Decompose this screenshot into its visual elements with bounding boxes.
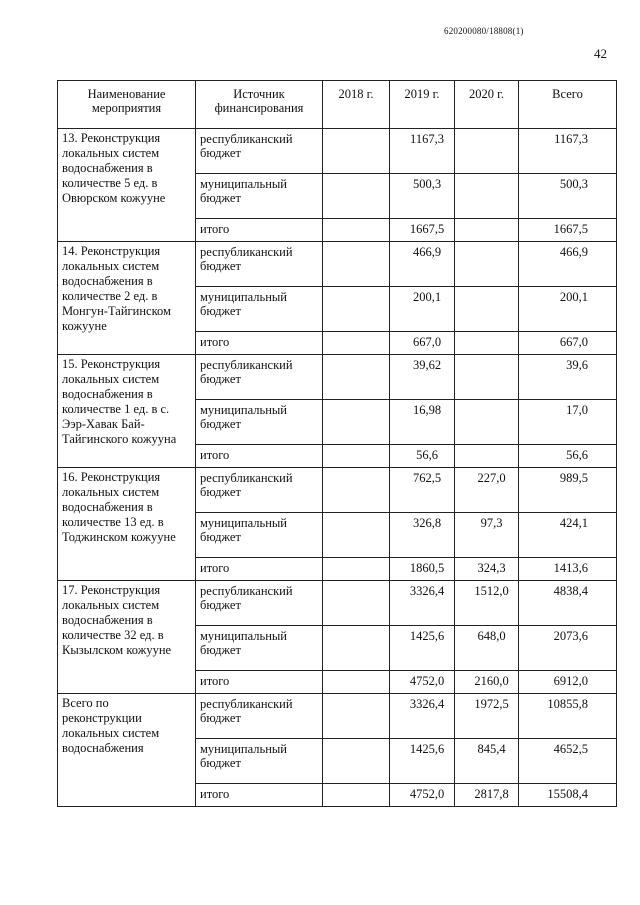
source-cell: республиканский бюджет	[196, 581, 323, 626]
table-row	[58, 581, 617, 626]
value-2019-cell: 667,0	[390, 332, 455, 355]
total-cell: 424,1	[519, 513, 617, 558]
value-2018-cell	[323, 219, 390, 242]
table-row	[58, 694, 617, 739]
total-cell: 667,0	[519, 332, 617, 355]
value-2020-cell	[455, 242, 519, 287]
financing-table	[57, 80, 617, 807]
measure-name-cell: 16. Реконструкция локальных систем водоснабжения в количестве 13 ед. в Тоджинском кожууне	[58, 468, 196, 581]
total-cell: 39,6	[519, 355, 617, 400]
value-2018-cell	[323, 739, 390, 784]
total-cell: 10855,8	[519, 694, 617, 739]
value-2019-cell: 762,5	[390, 468, 455, 513]
total-cell: 15508,4	[519, 784, 617, 807]
total-cell: 2073,6	[519, 626, 617, 671]
value-2019-cell: 200,1	[390, 287, 455, 332]
value-2020-cell: 1972,5	[455, 694, 519, 739]
value-2018-cell	[323, 694, 390, 739]
source-cell: республиканский бюджет	[196, 129, 323, 174]
source-cell: итого	[196, 219, 323, 242]
column-header-2020: 2020 г.	[455, 81, 519, 129]
value-2020-cell	[455, 129, 519, 174]
value-2019-cell: 326,8	[390, 513, 455, 558]
value-2020-cell	[455, 219, 519, 242]
value-2020-cell: 2160,0	[455, 671, 519, 694]
value-2019-cell: 4752,0	[390, 784, 455, 807]
total-cell: 17,0	[519, 400, 617, 445]
source-cell: итого	[196, 332, 323, 355]
value-2018-cell	[323, 355, 390, 400]
source-cell: итого	[196, 671, 323, 694]
value-2018-cell	[323, 784, 390, 807]
value-2019-cell: 1425,6	[390, 739, 455, 784]
source-cell: итого	[196, 558, 323, 581]
value-2019-cell: 500,3	[390, 174, 455, 219]
value-2020-cell: 227,0	[455, 468, 519, 513]
value-2020-cell: 1512,0	[455, 581, 519, 626]
source-cell: муниципальный бюджет	[196, 626, 323, 671]
table-row	[58, 355, 617, 400]
page-number: 42	[594, 46, 607, 61]
table-row	[58, 242, 617, 287]
measure-name-cell: 13. Реконструкция локальных систем водоснабжения в количестве 5 ед. в Овюрском кожууне	[58, 129, 196, 242]
column-header-source: Источник финансирования	[196, 81, 323, 129]
value-2019-cell: 39,62	[390, 355, 455, 400]
total-cell: 466,9	[519, 242, 617, 287]
source-cell: муниципальный бюджет	[196, 739, 323, 784]
value-2019-cell: 4752,0	[390, 671, 455, 694]
value-2018-cell	[323, 287, 390, 332]
source-cell: итого	[196, 445, 323, 468]
value-2018-cell	[323, 129, 390, 174]
value-2019-cell: 466,9	[390, 242, 455, 287]
value-2020-cell	[455, 174, 519, 219]
value-2020-cell	[455, 355, 519, 400]
value-2020-cell	[455, 287, 519, 332]
value-2019-cell: 16,98	[390, 400, 455, 445]
value-2020-cell: 2817,8	[455, 784, 519, 807]
value-2020-cell	[455, 445, 519, 468]
column-header-total: Всего	[519, 81, 617, 129]
value-2020-cell	[455, 332, 519, 355]
value-2018-cell	[323, 581, 390, 626]
value-2020-cell: 97,3	[455, 513, 519, 558]
table-body	[58, 129, 617, 807]
column-header-2018: 2018 г.	[323, 81, 390, 129]
source-cell: республиканский бюджет	[196, 355, 323, 400]
value-2018-cell	[323, 671, 390, 694]
value-2018-cell	[323, 513, 390, 558]
source-cell: республиканский бюджет	[196, 694, 323, 739]
value-2020-cell: 648,0	[455, 626, 519, 671]
source-cell: республиканский бюджет	[196, 242, 323, 287]
value-2018-cell	[323, 332, 390, 355]
value-2018-cell	[323, 174, 390, 219]
total-cell: 1167,3	[519, 129, 617, 174]
source-cell: муниципальный бюджет	[196, 513, 323, 558]
measure-name-cell: 15. Реконструкция локальных систем водоснабжения в количестве 1 ед. в с. Ээр-Хавак Бай-Тайгинского кожууна	[58, 355, 196, 468]
measure-name-cell: 14. Реконструкция локальных систем водоснабжения в количестве 2 ед. в Монгун-Тайгинском кожууне	[58, 242, 196, 355]
source-cell: муниципальный бюджет	[196, 174, 323, 219]
value-2020-cell: 845,4	[455, 739, 519, 784]
column-header-name: Наименование мероприятия	[58, 81, 196, 129]
total-cell: 4652,5	[519, 739, 617, 784]
value-2019-cell: 1425,6	[390, 626, 455, 671]
value-2018-cell	[323, 558, 390, 581]
value-2019-cell: 3326,4	[390, 694, 455, 739]
value-2018-cell	[323, 468, 390, 513]
measure-name-cell: Всего по реконструкции локальных систем водоснабжения	[58, 694, 196, 807]
value-2018-cell	[323, 445, 390, 468]
table-header-row	[58, 81, 617, 129]
total-cell: 989,5	[519, 468, 617, 513]
value-2018-cell	[323, 242, 390, 287]
total-cell: 1667,5	[519, 219, 617, 242]
total-cell: 500,3	[519, 174, 617, 219]
column-header-2019: 2019 г.	[390, 81, 455, 129]
total-cell: 56,6	[519, 445, 617, 468]
value-2020-cell: 324,3	[455, 558, 519, 581]
value-2019-cell: 3326,4	[390, 581, 455, 626]
value-2018-cell	[323, 626, 390, 671]
table-row	[58, 129, 617, 174]
value-2019-cell: 1860,5	[390, 558, 455, 581]
total-cell: 200,1	[519, 287, 617, 332]
value-2019-cell: 56,6	[390, 445, 455, 468]
value-2018-cell	[323, 400, 390, 445]
total-cell: 1413,6	[519, 558, 617, 581]
value-2019-cell: 1667,5	[390, 219, 455, 242]
document-number: 620200080/18808(1)	[444, 26, 524, 36]
value-2019-cell: 1167,3	[390, 129, 455, 174]
measure-name-cell: 17. Реконструкция локальных систем водоснабжения в количестве 32 ед. в Кызылском кожууне	[58, 581, 196, 694]
source-cell: республиканский бюджет	[196, 468, 323, 513]
source-cell: итого	[196, 784, 323, 807]
total-cell: 6912,0	[519, 671, 617, 694]
value-2020-cell	[455, 400, 519, 445]
total-cell: 4838,4	[519, 581, 617, 626]
source-cell: муниципальный бюджет	[196, 400, 323, 445]
source-cell: муниципальный бюджет	[196, 287, 323, 332]
table-row	[58, 468, 617, 513]
